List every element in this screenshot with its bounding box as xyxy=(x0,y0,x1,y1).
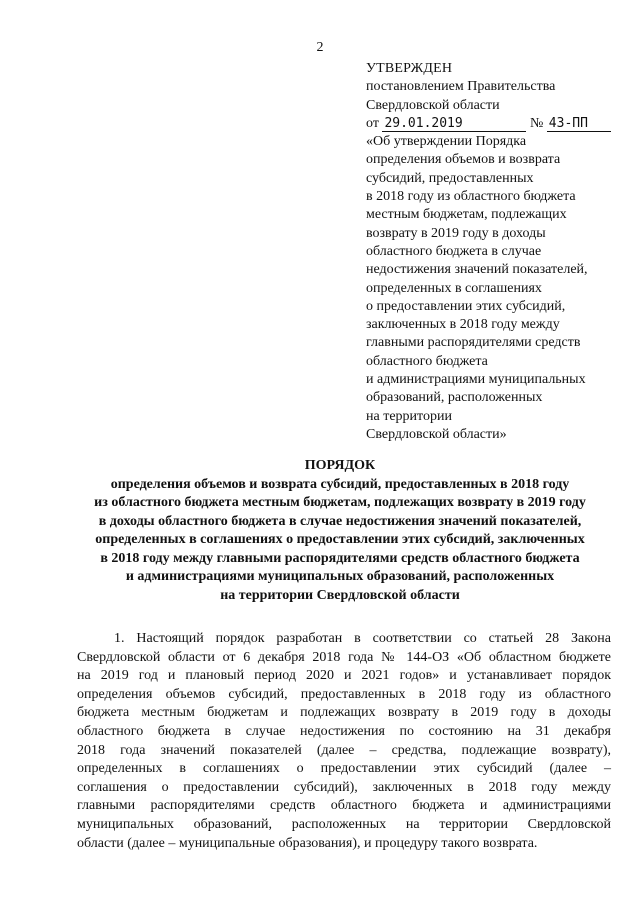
approval-authority-line: Свердловской области xyxy=(366,97,500,113)
paragraph-line: муниципальных образований, расположенных на территории Свердловской xyxy=(77,816,611,832)
approval-quote-line: Свердловской области» xyxy=(366,426,507,442)
approval-quote-line: определения объемов и возврата xyxy=(366,152,561,168)
date-prefix: от xyxy=(366,115,379,131)
page-number: 2 xyxy=(316,40,324,55)
title-main: ПОРЯДОК xyxy=(304,458,376,473)
paragraph-line: определенных в соглашениях о предоставлении этих субсидий (далее – xyxy=(77,761,611,777)
paragraph-line: бюджета местным бюджетам и подлежащих возврату в 2019 году в доходы xyxy=(77,705,611,721)
approval-quote-line: образований, расположенных xyxy=(366,390,543,406)
title-subtitle-line: определения объемов и возврата субсидий, предоставленных в 2018 году xyxy=(110,476,570,492)
paragraph-line: на 2019 год и плановый период 2020 и 2021 годов» и устанавливает порядок xyxy=(77,668,611,684)
approval-authority-line: постановлением Правительства xyxy=(366,79,556,95)
approval-quote-line: возврату в 2019 году в доходы xyxy=(366,225,546,241)
paragraph-line: 2018 года значений показателей (далее – средства, подлежащие возврату), xyxy=(77,742,611,758)
approval-quote-line: «Об утверждении Порядка xyxy=(366,134,527,150)
title-subtitle-line: в 2018 году между главными распорядителями средств областного бюджета xyxy=(100,550,580,566)
approval-quote-line: местным бюджетам, подлежащих xyxy=(366,207,567,223)
title-subtitle-line: в доходы областного бюджета в случае недостижения значений показателей, xyxy=(98,513,582,529)
title-subtitle-line: и администрациями муниципальных образований, расположенных xyxy=(125,569,555,584)
approval-quote-line: субсидий, предоставленных xyxy=(366,170,534,186)
paragraph-line: определения объемов субсидий, предоставленных в 2018 году из областного xyxy=(77,686,611,702)
approval-date: 29.01.2019 xyxy=(382,117,526,132)
paragraph-line: областного бюджета в случае недостижения по состоянию на 31 декабря xyxy=(77,723,611,739)
title-subtitle-line: определенных в соглашениях о предоставлении этих субсидий, заключенных xyxy=(95,532,585,547)
approval-quote-line: недостижения значений показателей, xyxy=(366,262,588,278)
document-title xyxy=(60,457,620,605)
paragraph-line: 1. Настоящий порядок разработан в соответствии со статьей 28 Закона xyxy=(114,631,611,646)
approval-block xyxy=(366,60,636,444)
approval-quote-line: определенных в соглашениях xyxy=(366,280,542,296)
approval-quote-line: в 2018 году из областного бюджета xyxy=(366,189,576,205)
title-subtitle-line: из областного бюджета местным бюджетам, подлежащих возврату в 2019 году xyxy=(94,495,586,510)
body-paragraph xyxy=(77,630,611,853)
approval-date-line xyxy=(366,115,636,133)
approval-quote-line: о предоставлении этих субсидий, xyxy=(366,298,566,314)
paragraph-line: Свердловской области от 6 декабря 2018 года № 144-ОЗ «Об областном бюджете xyxy=(77,649,611,665)
approval-heading: УТВЕРЖДЕН xyxy=(366,61,453,76)
paragraph-line: соглашения о предоставлении субсидий), заключенных в 2018 году между xyxy=(77,779,611,795)
approval-quote-line: областного бюджета xyxy=(366,353,488,369)
paragraph-line: области (далее – муниципальные образования), и процедуру такого возврата. xyxy=(77,835,538,851)
approval-number: 43-ПП xyxy=(547,117,611,132)
approval-quote-line: главными распорядителями средств xyxy=(366,335,581,351)
approval-quote-line: на территории xyxy=(366,408,452,424)
approval-quote-line: и администрациями муниципальных xyxy=(366,372,586,388)
approval-quote-line: областного бюджета в случае xyxy=(366,243,542,259)
approval-quote-line: заключенных в 2018 году между xyxy=(366,317,560,333)
title-subtitle-line: на территории Свердловской области xyxy=(220,587,460,603)
paragraph-line: главными распорядителями средств областного бюджета и администрациями xyxy=(77,798,611,814)
number-prefix: № xyxy=(529,115,544,131)
